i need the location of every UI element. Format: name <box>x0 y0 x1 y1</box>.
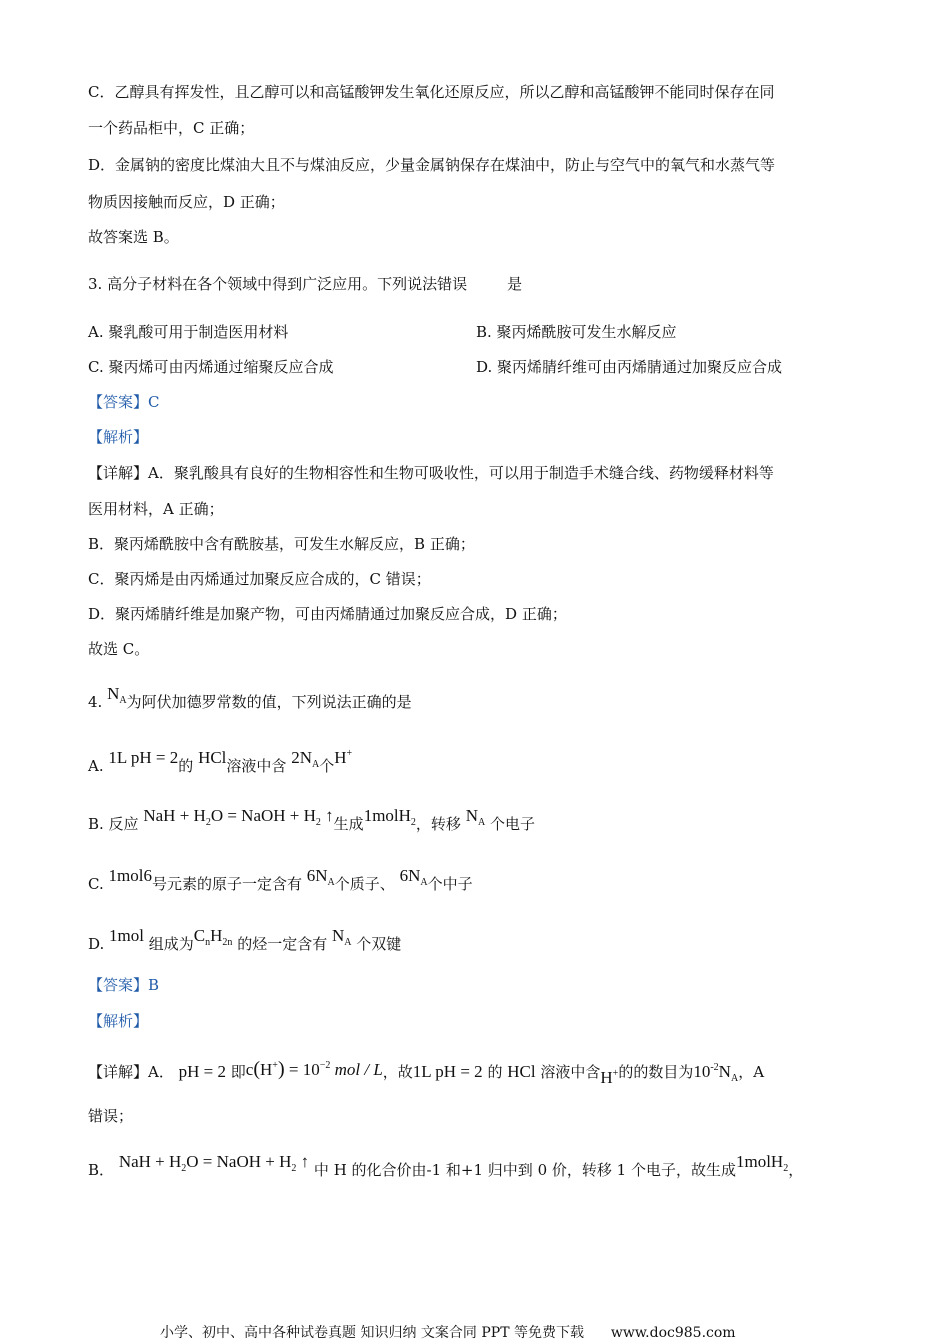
text-line: 故答案选 B。 <box>88 228 179 246</box>
question-3-option-c: C. 聚丙烯可由丙烯通过缩聚反应合成 <box>88 358 334 376</box>
question-4-analysis-label: 【解析】 <box>88 1012 149 1030</box>
question-3-option-d: D. 聚丙烯腈纤维可由丙烯腈通过加聚反应合成 <box>476 358 783 376</box>
question-4-option-c: C. 1mol6号元素的原子一定含有 $6N_A$个质子、 $6N_A$个中子 <box>88 866 473 893</box>
question-4-answer: 【答案】B <box>88 976 160 994</box>
avogadro-symbol: $N_A$ <box>107 684 127 706</box>
question-3-stem: 3. 高分子材料在各个领域中得到广泛应用。下列说法错误 是 <box>88 275 523 293</box>
question-3-detail-line: D．聚丙烯腈纤维是加聚产物，可由丙烯腈通过加聚反应合成，D 正确； <box>88 605 567 623</box>
question-4-detail-b: B． NaH + $H_2O$ = NaOH + $H_2$ ↑ 中 H 的化合价由-1 和+1 归中到 0 价，转移 1 个电子，故生成1molH$_2$， <box>88 1152 804 1179</box>
question-3-analysis-label: 【解析】 <box>88 428 149 446</box>
question-4-detail-a: 【详解】A． pH = 2 即$c(H^+) = 10^{-2}$ mol / L，故1L pH = 2 的 HCl 溶液中含H+的的数目为$10^{-2}N_A$，A <box>88 1058 765 1087</box>
page-footer: 小学、初中、高中各种试卷真题 知识归纳 文案合同 PPT 等免费下载 www.doc985.com <box>160 1325 736 1341</box>
question-3-detail-line: C．聚丙烯是由丙烯通过加聚反应合成的，C 错误； <box>88 570 431 588</box>
question-3-option-b: B. 聚丙烯酰胺可发生水解反应 <box>476 323 677 341</box>
question-3-option-a: A. 聚乳酸可用于制造医用材料 <box>88 323 289 341</box>
text-line: 一个药品柜中，C 正确； <box>88 119 255 137</box>
question-3-detail-line: 医用材料，A 正确； <box>88 500 224 518</box>
text-line: 物质因接触而反应，D 正确； <box>88 193 285 211</box>
question-4-option-b: B. 反应 NaH + $H_2O$ = NaOH + $H_2$ ↑生成1molH$_2$，转移 $N_A$ 个电子 <box>88 806 536 833</box>
text-line: C．乙醇具有挥发性，且乙醇可以和高锰酸钾发生氧化还原反应，所以乙醇和高锰酸钾不能同时保存在同 <box>88 83 775 101</box>
footer-link[interactable]: www.doc985.com <box>610 1325 736 1341</box>
text-line: D．金属钠的密度比煤油大且不与煤油反应，少量金属钠保存在煤油中，防止与空气中的氧气和水蒸气等 <box>88 156 776 174</box>
question-3-answer: 【答案】C <box>88 393 160 411</box>
question-3-detail-line: B．聚丙烯酰胺中含有酰胺基，可发生水解反应，B 正确； <box>88 535 475 553</box>
question-4-detail-a-cont: 错误； <box>88 1107 134 1125</box>
question-3-detail-line: 【详解】A．聚乳酸具有良好的生物相容性和生物可吸收性，可以用于制造手术缝合线、药物缓释材料等 <box>88 464 774 482</box>
question-4-option-d: D. 1mol 组成为$C_nH_{2n}$ 的烃一定含有 $N_A$ 个双键 <box>88 926 402 953</box>
reaction-equation: NaH + $H_2O$ = NaOH + $H_2$ ↑ <box>143 806 334 828</box>
question-4-option-a: A. 1L pH = 2的 HCl溶液中含 $2N_A$个H+ <box>88 748 353 775</box>
question-3-detail-line: 故选 C。 <box>88 640 150 658</box>
question-4-stem: 4. $N_A$为阿伏加德罗常数的值，下列说法正确的是 <box>88 684 412 711</box>
